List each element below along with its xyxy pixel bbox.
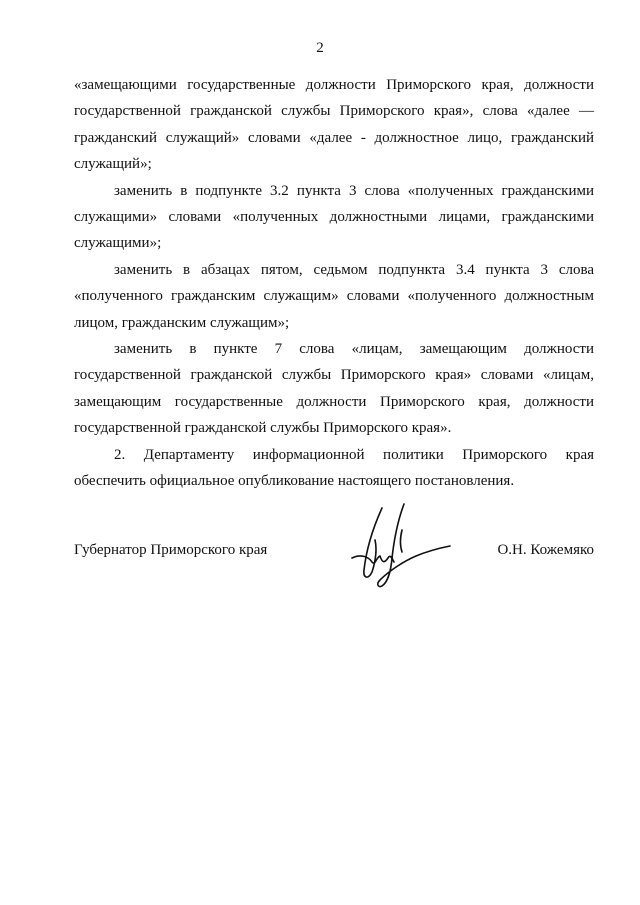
handwritten-signature bbox=[342, 500, 452, 590]
paragraph-continuation: «замещающими государственные должности Приморского края, должности государственной гражданской службы Приморского края», слова «далее — гражданский служащий» словами «далее - должностное лицо, гражданский служащий»; bbox=[74, 77, 594, 173]
paragraph-item-7: заменить в пункте 7 слова «лицам, замещающим должности государственной гражданской службы Приморского края» словами «лицам, замещающим государственные должности Приморского края, должности государственной гражданской службы Приморского края». bbox=[74, 341, 594, 437]
signature-block bbox=[74, 520, 594, 590]
document-body bbox=[74, 72, 594, 495]
paragraph-item-3-4: заменить в абзацах пятом, седьмом подпункта 3.4 пункта 3 слова «полученного гражданским служащим» словами «полученного должностным лицом, гражданским служащим»; bbox=[74, 261, 594, 331]
page-number: 2 bbox=[316, 40, 324, 56]
paragraph-item-2-publication: 2. Департаменту информационной политики Приморского края обеспечить официальное опубликование настоящего постановления. bbox=[74, 446, 594, 490]
paragraph-item-3-2: заменить в подпункте 3.2 пункта 3 слова «полученных гражданскими служащими» словами «полученных должностными лицами, гражданскими служащими»; bbox=[74, 182, 594, 252]
signer-name: О.Н. Кожемяко bbox=[497, 542, 594, 558]
signer-title: Губернатор Приморского края bbox=[74, 542, 268, 558]
